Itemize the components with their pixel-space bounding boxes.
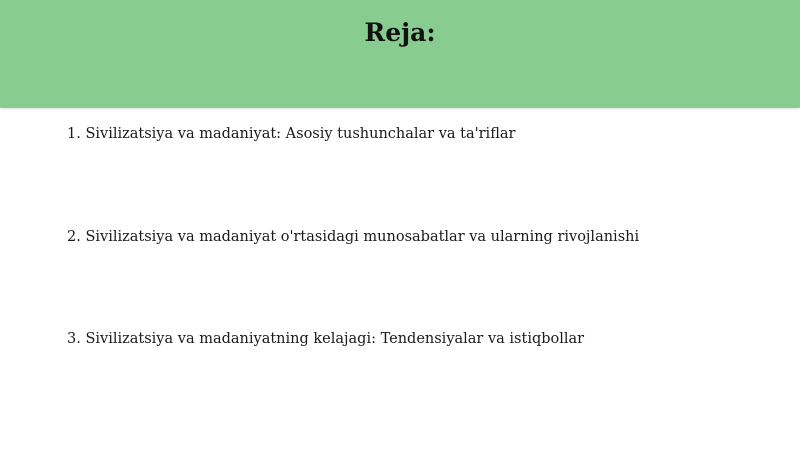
slide-title: Reja: [364,18,436,47]
agenda-item-1: 1. Sivilizatsiya va madaniyat: Asosiy tushunchalar va ta'riflar [67,126,516,142]
agenda-item-2: 2. Sivilizatsiya va madaniyat o'rtasidagi munosabatlar va ularning rivojlanishi [67,229,640,245]
agenda-item-3: 3. Sivilizatsiya va madaniyatning kelajagi: Tendensiyalar va istiqbollar [67,331,585,347]
header-band [0,0,800,108]
